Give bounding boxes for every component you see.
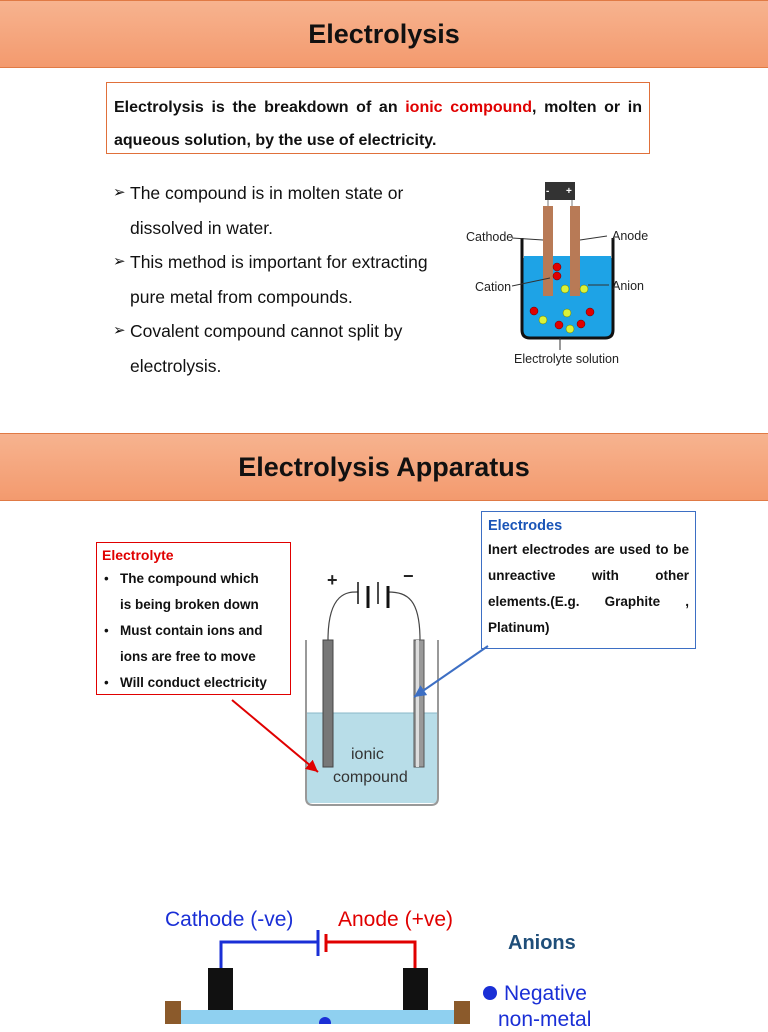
electrodes-description: Inert electrodes are used to be unreactive with other elements.(E.g. Graphite , Platinum)	[488, 542, 689, 635]
bullet-continuation: dissolved in water.	[130, 217, 273, 238]
bullet-item: ➢ The compound is in molten state or	[113, 176, 473, 211]
cation-label: Cation	[475, 280, 512, 294]
section-title: Electrolysis Apparatus	[238, 451, 530, 482]
cathode-label: Cathode	[466, 230, 514, 244]
liquid-label-line1: ionic	[351, 746, 384, 763]
electrodes-title: Electrodes	[488, 518, 563, 534]
callout-item: • Must contain ions and	[104, 623, 263, 638]
bullet-item: ➢ This method is important for extracting	[113, 245, 473, 280]
bullet-continuation: electrolysis.	[130, 355, 222, 376]
arrow-bullet-icon: ➢	[113, 322, 126, 339]
section-title: Electrolysis	[308, 18, 460, 49]
anion-label: Anion	[612, 279, 644, 293]
definition-highlight: ionic compound	[405, 99, 532, 116]
anion-dot-icon	[483, 986, 497, 1000]
definition-text-part2: , molten or in aqueous solution, by the use of electricity.	[114, 99, 643, 149]
positive-terminal-label: +	[327, 570, 338, 590]
electrolyte-arrow	[232, 700, 318, 772]
electrolyte-title: Electrolyte	[102, 547, 174, 563]
definition-text-part1: Electrolysis is the breakdown of an	[114, 99, 406, 116]
anions-line2: non-metal	[498, 1008, 592, 1031]
electrolyte-solution-label: Electrolyte solution	[514, 352, 619, 366]
anions-line1: Negative	[504, 982, 587, 1005]
cathode-heading: Cathode (-ve)	[165, 908, 294, 931]
anode-heading: Anode (+ve)	[338, 908, 454, 931]
arrow-bullet-icon: ➢	[113, 253, 126, 270]
anions-title: Anions	[508, 932, 576, 954]
liquid-label-line2: compound	[333, 769, 408, 786]
callout-item-continuation: is being broken down	[120, 597, 259, 612]
anode-label: Anode	[612, 229, 649, 243]
callout-item: • The compound which	[104, 571, 259, 586]
electrode-arrow	[414, 646, 488, 697]
negative-terminal-label: −	[403, 566, 414, 586]
bullet-continuation: pure metal from compounds.	[130, 286, 353, 307]
battery-minus-label: -	[546, 186, 550, 197]
callout-item: • Will conduct electricity	[104, 675, 267, 690]
battery-plus-label: +	[566, 186, 572, 197]
bullet-item: ➢ Covalent compound cannot split by	[113, 314, 473, 349]
callout-item-continuation: ions are free to move	[120, 649, 256, 664]
arrow-bullet-icon: ➢	[113, 184, 126, 201]
